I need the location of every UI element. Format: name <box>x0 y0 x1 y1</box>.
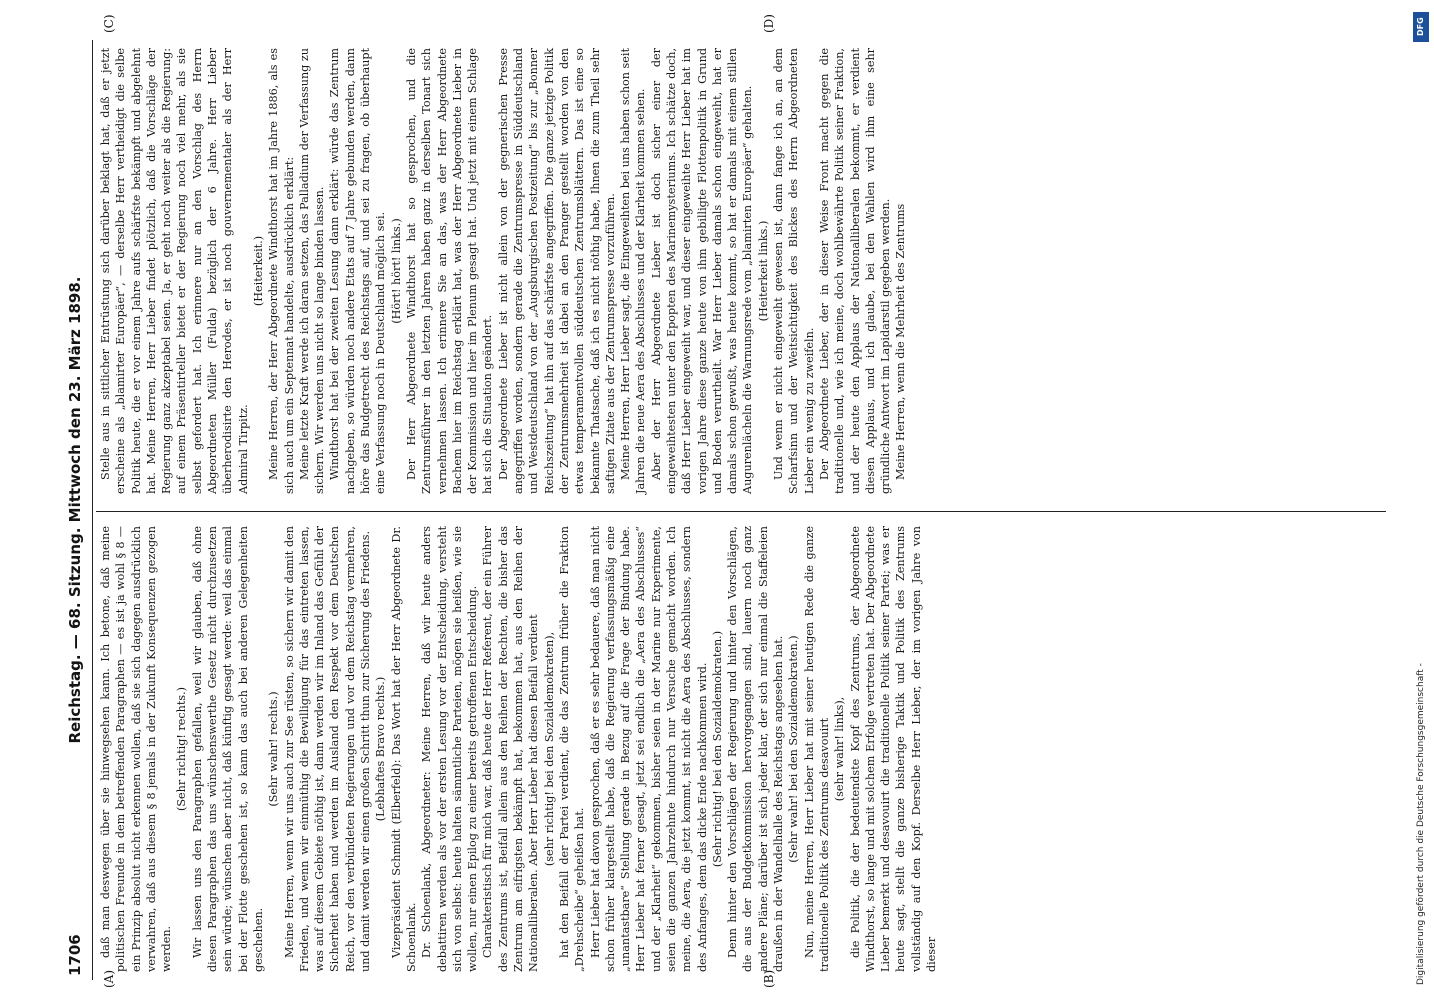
paragraph: Herr Lieber hat davon gesprochen, daß er es sehr bedauere, daß man nicht schon früher klargestellt habe, daß die Regierung verfassungsmäßig eine „unantastbare“ Stellung gerade in Bezug auf die Frage der Bindung habe. Herr Lieber hat ferner gesagt, jetzt sei endlich die „Aera des Abschlusses“ und der „Klarheit“ gekommen, bisher seien in der Marine nur Experimente, seien die ganzen Jahrzehnte hindurch nur Versuche gemacht worden. Ich meine, die Aera, die jetzt kommt, ist nicht die Aera des Abschlusses, sondern des Anfanges, dem das dicke Ende nachkommen wird. <box>588 526 709 972</box>
paragraph: Der Herr Abgeordnete Windthorst hat so gesprochen, und die Zentrumsführer in den letzten Jahren haben ganz in derselben Tonart sich vernehmen lassen. Ich erinnere Sie an das, was der Herr Abgeordnete Bachem hier im Reichstag erklärt hat, was der Herr Abgeordnete Lieber in der Kommission und hier im Plenum gesagt hat. Und jetzt mit einem Schlage hat sich die Situation geändert. <box>404 48 495 494</box>
interjection: (sehr richtig! bei den Sozialdemokraten), <box>542 631 556 867</box>
paragraph: Meine Herren, der Herr Abgeordnete Windthorst hat im Jahre 1886, als es sich auch um ein Septennat handelte, ausdrücklich erklärt: <box>267 48 296 494</box>
paragraph: Nun, meine Herren, Herr Lieber hat mit seiner heutigen Rede die ganze traditionelle Politik des Zentrums desavouirt <box>802 526 831 972</box>
right-text-column <box>98 48 1388 494</box>
interjection: (Heiterkeit links.) <box>756 220 770 322</box>
dfg-logo: DFG <box>1413 12 1429 42</box>
paragraph: Charakteristisch für mich war, daß heute der Herr Referent, der ein Führer des Zentrums ist, Beifall allein aus den Reihen der Rechten, die bisher das Zentrum am eifrigsten bekämpft hat, bekommen hat, aus den Reihen der Nationalliberalen. Aber Herr Lieber hat diesen Beifall verdient <box>481 526 541 972</box>
left-text-column <box>98 526 1388 972</box>
paragraph: Denn hinter den Vorschlägen der Regierung und hinter den Vorschlägen, die aus der Budgetkommission hervorgegangen sind, lauern noch ganz andere Pläne; darüber ist sich jeder klar, der sich nur einmal die Staffeleien draußen in der Wandelhalle des Reichstags angesehen hat. <box>726 526 786 972</box>
page-number: 1706 <box>66 934 84 976</box>
side-strip <box>1412 10 1432 990</box>
margin-marker-a: (A) <box>102 969 116 988</box>
paragraph: Meine Herren, wenn die Mehrheit des Zentrums <box>894 203 908 480</box>
paragraph: Meine letzte Kraft werde ich daran setzen, das Palladium der Verfassung zu sichern. Wir werden uns nicht so lange binden lassen. <box>297 48 327 494</box>
paragraph: Stelle aus in sittlicher Entrüstung sich darüber beklagt hat, daß er jetzt erscheine als „blamirter Europäer“, — derselbe Herr vertheidigt die selbe Politik heute, die er vor einem Jahre aufs schärfste bekämpft und abgelehnt hat. Meine Herren, Herr Lieber findet plötzlich, daß die Vorschläge der Regierung ganz akzeptabel seien. Ja, er geht noch weiter als die Regierung: auf einem Präsentirteller bietet er der Regierung noch viel mehr, als sie selbst gefordert hat. Ich erinnere nur an den Vorschlag des Herrn Abgeordneten Müller (Fulda) bezüglich der 6 Jahre. Herr Lieber überherodisirte den Herodes, er ist noch gouvernementaler als der Herr Admiral Tirpitz. <box>99 48 250 494</box>
column-divider <box>96 511 1386 512</box>
interjection: (Heiterkeit.) <box>251 235 265 307</box>
paragraph: Vizepräsident Schmidt (Elberfeld): Das Wort hat der Herr Abgeordnete Dr. Schoenlank. <box>389 526 418 972</box>
page-header <box>62 40 93 980</box>
paragraph: Meine Herren, wenn wir uns auch zur See rüsten, so sichern wir damit den Frieden, und wenn wir einmüthig die Bewilligung für das eintreten lassen, was auf diesem Gebiete nöthig ist, dann werden wir im Inland das Gefühl der Sicherheit haben und werden im Ausland den Respekt vor dem Deutschen Reich, vor den verbündeten Regierungen und vor dem Reichstag vermehren, und damit werden wir einen großen Schritt thun zur Sicherung des Friedens. <box>282 526 373 972</box>
paragraph: Wir lassen uns den Paragraphen gefallen, weil wir glauben, daß ohne diesen Paragraphen das uns wünschenswerthe Gesetz nicht durchzusetzen sein würde; wünschen aber nicht, daß künftig gesagt werde: weil das einmal bei der Flotte geschehen ist, so kann das auch bei anderen Gelegenheiten geschehen. <box>190 526 265 972</box>
digitization-credit: Digitalisierung gefördert durch die Deutsche Forschungsgemeinschaft - <box>1416 663 1426 985</box>
paragraph: daß man deswegen über sie hinwegsehen kann. Ich betone, daß meine politischen Freunde in dem betreffenden Paragraphen — es ist ja wohl § 8 — ein Prinzip absolut nicht erkennen wollen, daß sie sich dagegen ausdrücklich verwahren, daß aus diesem § 8 jemals in der Zukunft Konsequenzen gezogen werden. <box>99 526 174 972</box>
interjection: (Sehr richtig! rechts.) <box>175 686 189 812</box>
margin-marker-d: (D) <box>762 14 776 33</box>
paragraph: Aber der Herr Abgeordnete Lieber ist doch sicher einer der eingeweihtesten unter den Epopten des Marinemysteriums. Ich schätze doch, daß Herr Lieber eingeweiht war, und dieser eingeweihte Herr Lieber hat im vorigen Jahre diese ganze heute von ihm gebilligte Flottenpolitik in Grund und Boden verurtheilt. War Herr Lieber damals schon eingeweiht, hat er damals schon gewußt, was heute kommt, so hat er damals mit einem stillen Augurenlächeln die Warnungsrede vom „blamirten Europäer“ gehalten. <box>649 48 755 494</box>
paragraph: hat den Beifall der Partei verdient, die das Zentrum früher die Fraktion „Drehscheibe“ geheißen hat. <box>557 526 587 972</box>
paragraph: die Politik, die der bedeutendste Kopf des Zentrums, der Abgeordnete Windthorst, so lange und mit solchem Erfolge vertreten hat. Der Abgeordnete Lieber bemerkt und desavouirt die traditionelle Politik seiner Partei; was er heute sagt, stellt die ganze bisherige Taktik und Politik des Zentrums vollständig auf den Kopf. Derselbe Herr Lieber, der im vorigen Jahre von dieser <box>848 526 939 972</box>
paragraph: Dr. Schoenlank, Abgeordneter: Meine Herren, daß wir heute anders debattiren werden als vor der ersten Lesung vor der Entscheidung, versteht sich von selbst: heute halten sämmtliche Parteien, mögen sie heißen, wie sie wollen, nur einen Epilog zu einer bereits getroffenen Entscheidung. <box>420 526 480 972</box>
paragraph: Meine Herren, Herr Lieber sagt, die Eingeweihten bei uns haben schon seit Jahren die neue Aera des Abschlusses und der Klarheit kommen sehen. <box>619 48 648 494</box>
margin-marker-c: (C) <box>102 14 116 33</box>
paragraph: Der Abgeordnete Lieber, der in dieser Weise Front macht gegen die traditionelle und, wie ich meine, doch wohlbewährte Politik seiner Fraktion, und der heute den Applaus der Nationalliberalen bekommt, er verdient diesen Applaus, und ich glaube, bei den Wahlen wird ihm eine sehr gründliche Antwort im Lapidarstil gegeben werden. <box>817 48 893 494</box>
page-title: Reichstag. — 68. Sitzung. Mittwoch den 23. März 1898. <box>66 276 84 744</box>
interjection: (Lebhaftes Bravo rechts.) <box>374 676 388 822</box>
margin-marker-b: (B) <box>762 969 776 988</box>
rotated-document-page <box>62 14 1392 988</box>
paragraph: Der Abgeordnete Lieber ist nicht allein von der gegnerischen Presse angegriffen worden, sondern gerade die Zentrumspresse in Süddeutschland und Westdeutschland von der „Augsburgischen Postzeitung“ bis zur „Bonner Reichszeitung“ hat ihn auf das schärfste angegriffen. Die ganze jetzige Politik der Zentrumsmehrheit ist dabei an den Pranger gestellt worden von den etwas temperamentvollen süddeutschen Zentrumsblättern. Das ist eine so bekannte Thatsache, daß ich es nicht nöthig habe, Ihnen die zum Theil sehr saftigen Zitate aus der Zentrumspresse vorzuführen. <box>496 48 617 494</box>
interjection: (Sehr wahr! rechts.) <box>267 691 281 807</box>
interjection: (sehr wahr! links), <box>833 696 847 802</box>
paragraph: Und wenn er nicht eingeweiht gewesen ist, dann fange ich an, an dem Scharfsinn und der Weitsichtigkeit des Blickes des Herrn Abgeordneten Lieber ein wenig zu zweifeln. <box>772 48 816 494</box>
interjection: (Hört! hört! links.) <box>389 218 403 324</box>
interjection: (Sehr wahr! bei den Sozialdemokraten.) <box>787 635 801 863</box>
interjection: (Sehr richtig! bei den Sozialdemokraten.) <box>710 630 724 868</box>
paragraph: Windthorst hat bei der zweiten Lesung dann erklärt: würde das Zentrum nachgeben, so würden noch andere Etats auf 7 Jahre gebunden werden, dann höre das Budgetrecht des Reichstags auf, und sei zu fragen, ob überhaupt eine Verfassung noch in Deutschland möglich sei. <box>328 48 388 494</box>
